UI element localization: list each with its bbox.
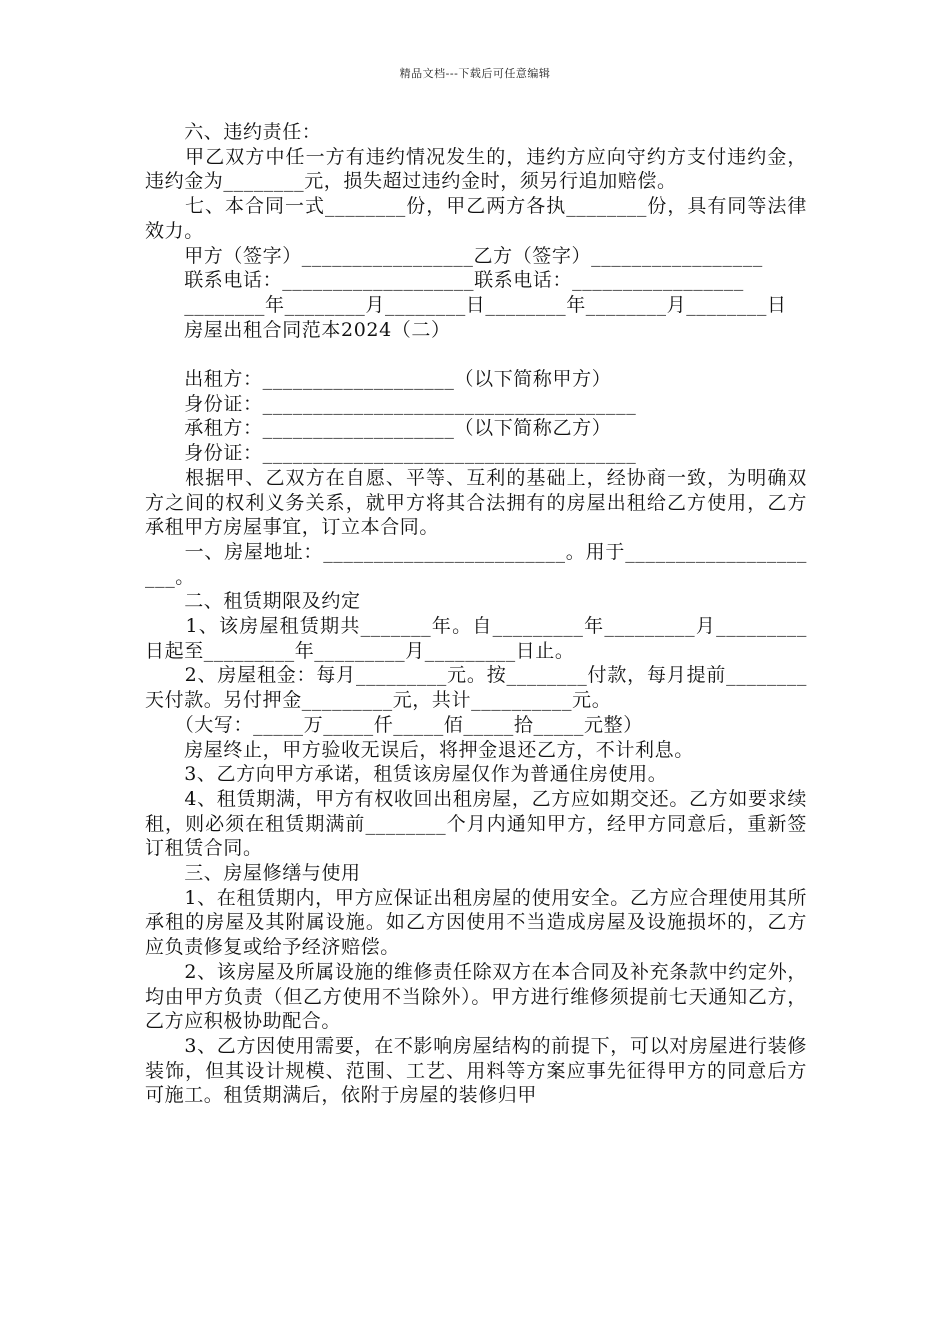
section-1-address: 一、房屋地址：________________________。用于_____________________。 xyxy=(145,540,807,588)
lessor-id-line: 身份证：_____________________________________ xyxy=(145,392,637,415)
rent-clause: 2、房屋租金：每月_________元。按________付款，每月提前________天付款。另付押金_________元，共计__________元。 xyxy=(145,664,807,712)
date-line: ________年________月________日________年________月________日 xyxy=(145,293,787,316)
page-header: 精品文档---下载后可任意编辑 xyxy=(399,67,551,80)
residential-use-clause: 3、乙方向甲方承诺，租赁该房屋仅作为普通住房使用。 xyxy=(145,763,668,786)
lessor-line: 出租方：___________________（以下简称甲方） xyxy=(145,368,612,391)
section-3-heading: 三、房屋修缮与使用 xyxy=(145,862,361,885)
lessee-id-line: 身份证：_____________________________________ xyxy=(145,442,637,465)
preamble: 根据甲、乙双方在自愿、平等、互利的基础上，经协商一致，为明确双方之间的权利义务关系，就甲方将其合法拥有的房屋出租给乙方使用，乙方承租甲方房屋事宜，订立本合同。 xyxy=(145,466,807,539)
amount-in-words: （大写：_____万_____仟_____佰_____拾_____元整） xyxy=(145,713,643,736)
phone-line: 联系电话：___________________联系电话：_________________ xyxy=(145,269,744,292)
deposit-return-clause: 房屋终止，甲方验收无误后，将押金退还乙方，不计利息。 xyxy=(145,738,694,761)
lease-term-clause: 1、该房屋租赁期共_______年。自_________年_________月_________日起至_________年_________月_________日止。 xyxy=(145,615,807,662)
contract-body xyxy=(145,120,807,1108)
section-2-heading: 二、租赁期限及约定 xyxy=(145,590,361,613)
breach-clause: 甲乙双方中任一方有违约情况发生的，违约方应向守约方支付违约金，违约金为________元，损失超过违约金时，须另行追加赔偿。 xyxy=(145,145,807,193)
safety-clause: 1、在租赁期内，甲方应保证出租房屋的使用安全。乙方应合理使用其所承租的房屋及其附属设施。如乙方因使用不当造成房屋及设施损坏的，乙方应负责修复或给予经济赔偿。 xyxy=(145,886,807,959)
renovation-clause: 3、乙方因使用需要，在不影响房屋结构的前提下，可以对房屋进行装修装饰，但其设计规模、范围、工艺、用料等方案应事先征得甲方的同意后方可施工。租赁期满后，依附于房屋的装修归甲 xyxy=(145,1035,807,1107)
maintenance-clause: 2、该房屋及所属设施的维修责任除双方在本合同及补充条款中约定外，均由甲方负责（但乙方使用不当除外）。甲方进行维修须提前七天通知乙方，乙方应积极协助配合。 xyxy=(145,960,807,1033)
signature-line: 甲方（签字）_________________乙方（签字）_________________ xyxy=(145,244,763,267)
section-7-copies: 七、本合同一式________份，甲乙两方各执________份，具有同等法律效力。 xyxy=(145,195,807,242)
lessee-line: 承租方：___________________（以下简称乙方） xyxy=(145,417,612,440)
contract-2-title: 房屋出租合同范本2024（二） xyxy=(145,318,451,341)
renewal-clause: 4、租赁期满，甲方有权收回出租房屋，乙方应如期交还。乙方如要求续租，则必须在租赁期满前________个月内通知甲方，经甲方同意后，重新签订租赁合同。 xyxy=(145,787,807,860)
section-6-heading: 六、违约责任： xyxy=(145,121,322,143)
blank-line xyxy=(145,342,807,367)
